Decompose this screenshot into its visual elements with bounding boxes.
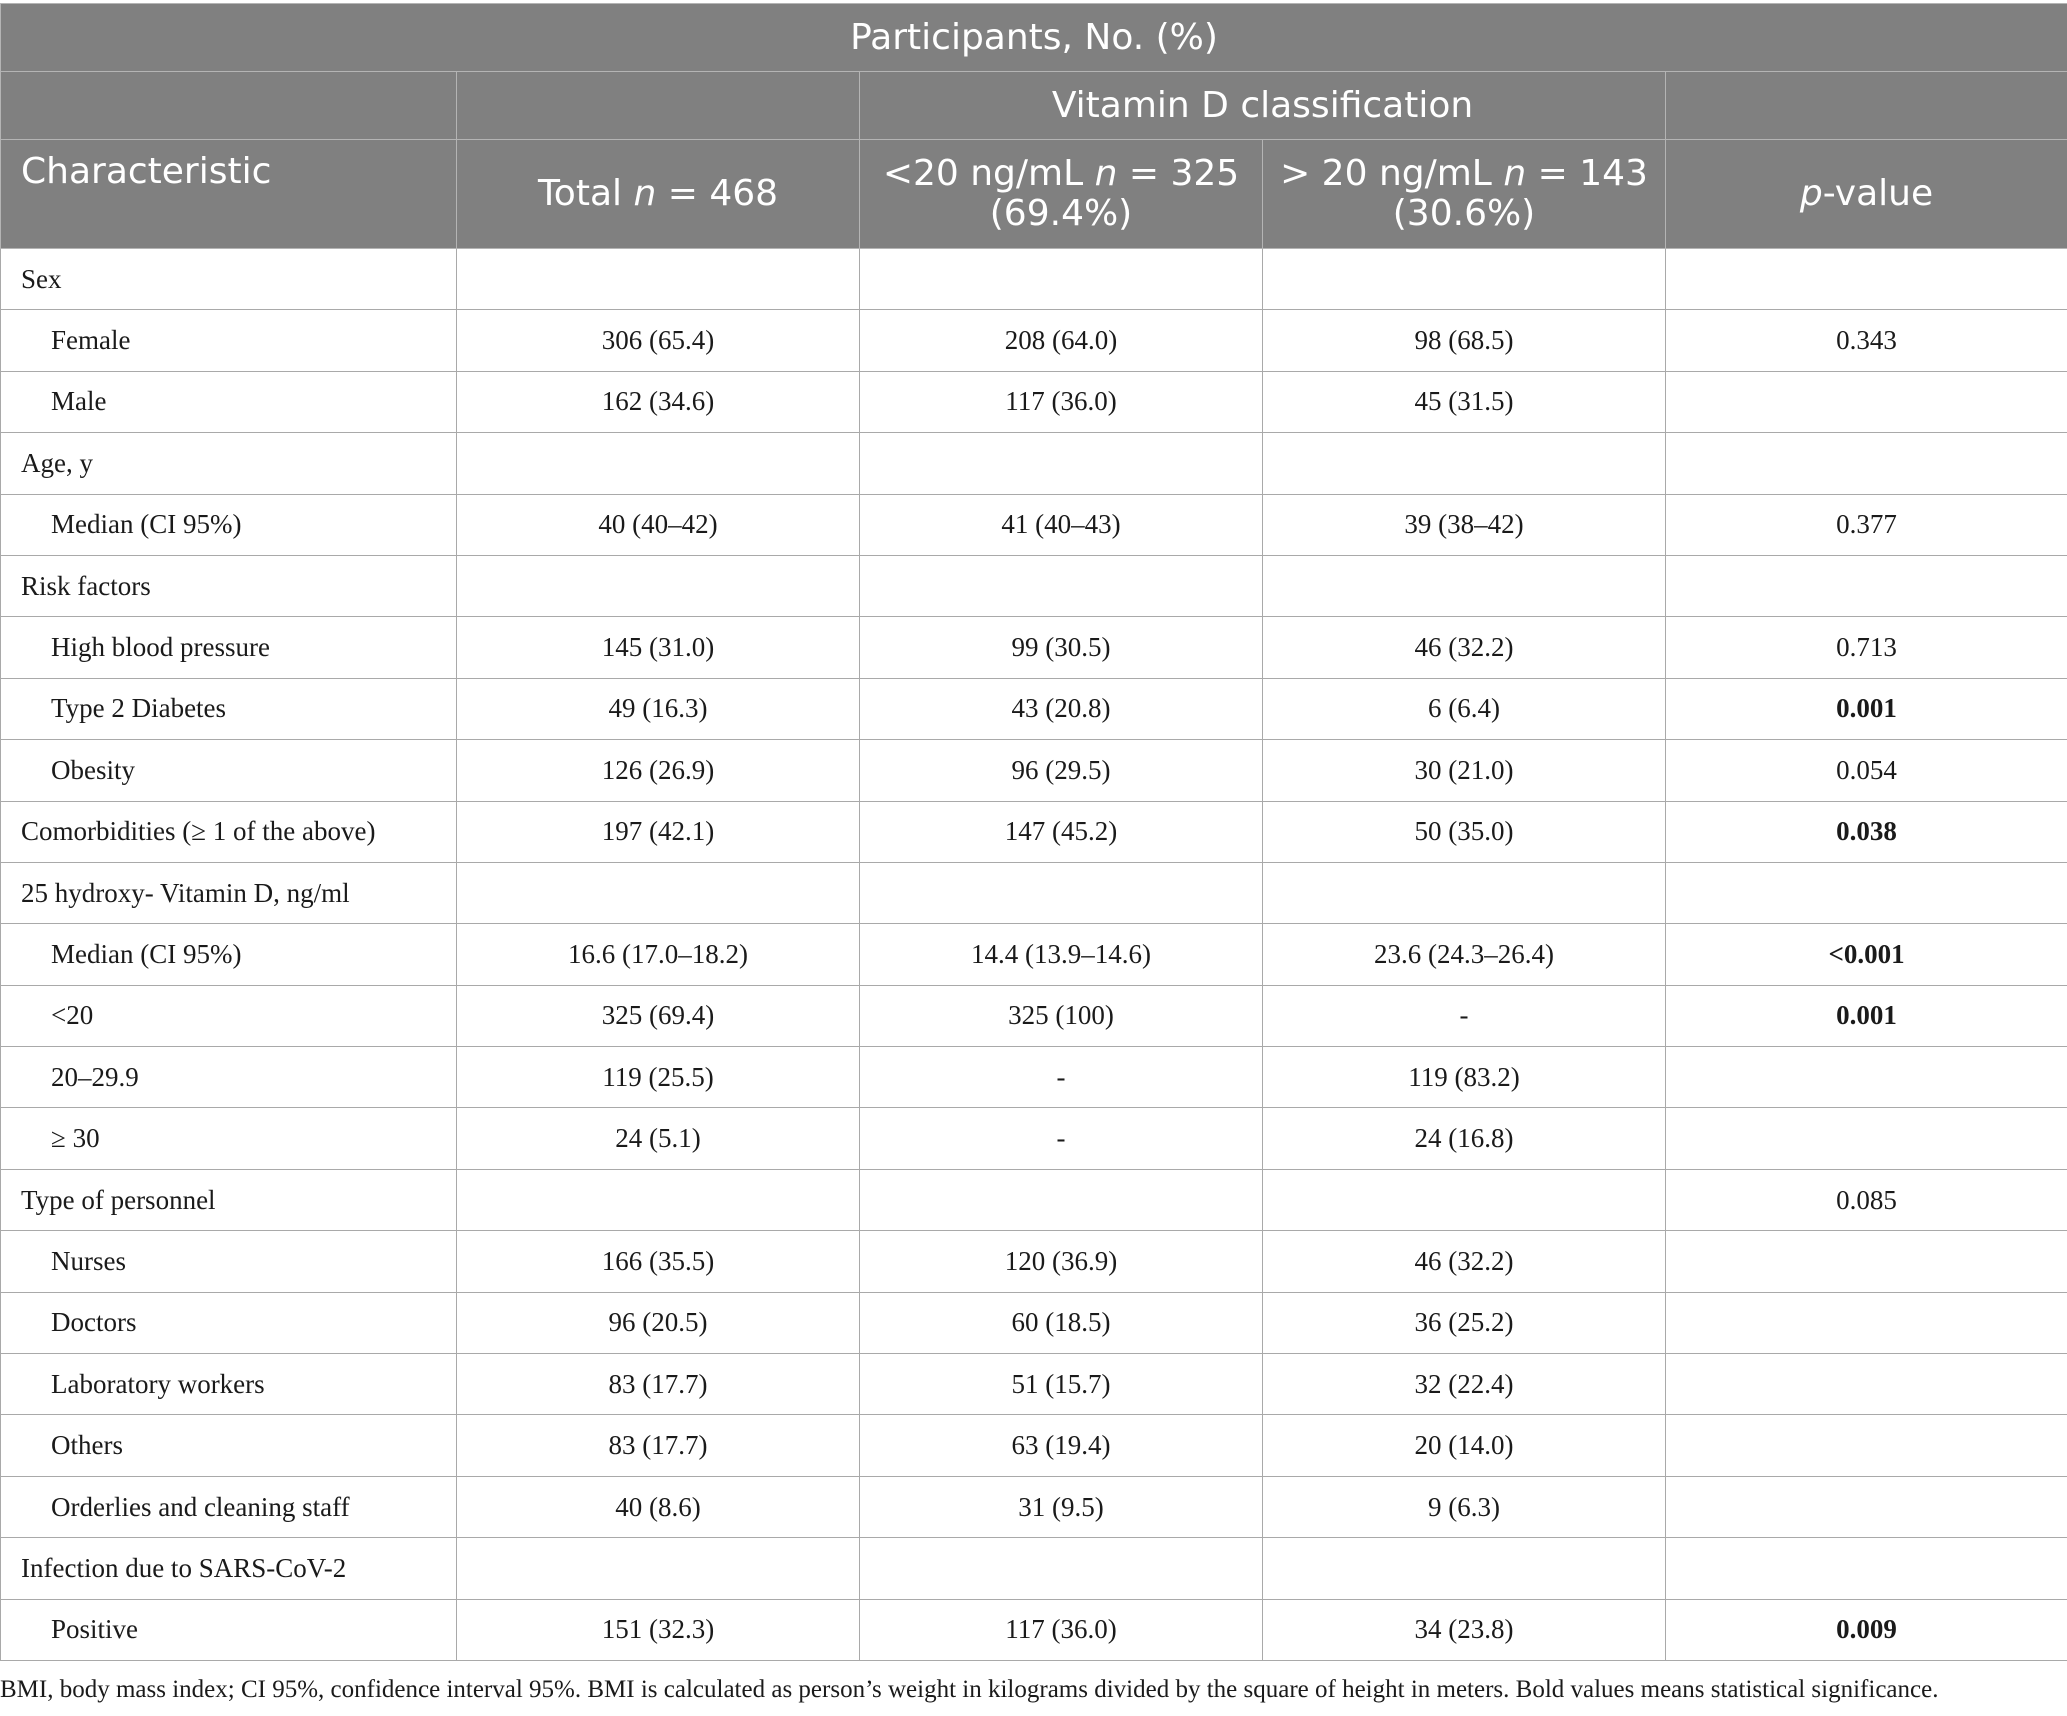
value-above-20: 9 (6.3): [1263, 1476, 1666, 1537]
row-label: Type of personnel: [1, 1169, 457, 1230]
table-row: [1, 1599, 2067, 1660]
value-total: 145 (31.0): [457, 617, 860, 678]
value-below-20: 60 (18.5): [860, 1292, 1263, 1353]
p-value: [1666, 1415, 2067, 1476]
value-below-20: 41 (40–43): [860, 494, 1263, 555]
value-above-20: -: [1263, 985, 1666, 1046]
value-below-20: 96 (29.5): [860, 740, 1263, 801]
row-label: Nurses: [1, 1231, 457, 1292]
table-row: [1, 740, 2067, 801]
table-row: [1, 1231, 2067, 1292]
row-label: Male: [1, 371, 457, 432]
table-header: [1, 4, 2067, 249]
col-header-prefix: <20 ng/mL: [882, 153, 1095, 194]
col-header-prefix: Total: [537, 173, 634, 214]
value-total: 162 (34.6): [457, 371, 860, 432]
value-above-20: [1263, 433, 1666, 494]
table-row: [1, 249, 2067, 310]
p-value: 0.377: [1666, 494, 2067, 555]
col-header-characteristic: Characteristic: [1, 140, 457, 249]
p-value: 0.343: [1666, 310, 2067, 371]
value-total: 151 (32.3): [457, 1599, 860, 1660]
table-row: [1, 1538, 2067, 1599]
empty-header-cell: [1, 72, 457, 140]
p-value: 0.038: [1666, 801, 2067, 862]
value-above-20: 46 (32.2): [1263, 617, 1666, 678]
table-row: [1, 310, 2067, 371]
table-row: [1, 801, 2067, 862]
row-label: Median (CI 95%): [1, 494, 457, 555]
value-above-20: 6 (6.4): [1263, 678, 1666, 739]
table-row: [1, 555, 2067, 616]
p-value: [1666, 1354, 2067, 1415]
value-total: 197 (42.1): [457, 801, 860, 862]
col-header-total: [457, 140, 860, 249]
col-header-suffix: = 468: [656, 173, 779, 214]
col-header-percent: (30.6%): [1392, 193, 1536, 234]
value-above-20: 119 (83.2): [1263, 1047, 1666, 1108]
p-value: 0.713: [1666, 617, 2067, 678]
p-value: [1666, 555, 2067, 616]
value-below-20: 99 (30.5): [860, 617, 1263, 678]
p-value: [1666, 1476, 2067, 1537]
value-total: [457, 249, 860, 310]
value-above-20: 24 (16.8): [1263, 1108, 1666, 1169]
value-above-20: 32 (22.4): [1263, 1354, 1666, 1415]
table-row: [1, 1476, 2067, 1537]
row-label: Positive: [1, 1599, 457, 1660]
col-header-p-value: [1666, 140, 2067, 249]
row-label: Female: [1, 310, 457, 371]
p-value: [1666, 1231, 2067, 1292]
row-label: <20: [1, 985, 457, 1046]
value-below-20: [860, 433, 1263, 494]
value-below-20: -: [860, 1047, 1263, 1108]
row-label: Laboratory workers: [1, 1354, 457, 1415]
value-above-20: [1263, 862, 1666, 923]
value-total: [457, 433, 860, 494]
value-above-20: [1263, 555, 1666, 616]
row-label: 20–29.9: [1, 1047, 457, 1108]
p-value: [1666, 249, 2067, 310]
table-row: [1, 862, 2067, 923]
table-footnote: BMI, body mass index; CI 95%, confidence interval 95%. BMI is calculated as person’s weight in kilograms divided by the square of height in meters. Bold values means statistical significance.: [0, 1676, 1939, 1703]
table-row: [1, 494, 2067, 555]
value-below-20: 117 (36.0): [860, 371, 1263, 432]
value-below-20: 117 (36.0): [860, 1599, 1263, 1660]
value-above-20: 36 (25.2): [1263, 1292, 1666, 1353]
value-below-20: 51 (15.7): [860, 1354, 1263, 1415]
col-header-percent: (69.4%): [989, 193, 1133, 234]
value-below-20: 325 (100): [860, 985, 1263, 1046]
table-row: [1, 1108, 2067, 1169]
value-below-20: 14.4 (13.9–14.6): [860, 924, 1263, 985]
table-row: [1, 985, 2067, 1046]
vitamin-d-group-header: Vitamin D classification: [860, 72, 1666, 140]
value-total: 24 (5.1): [457, 1108, 860, 1169]
value-below-20: 208 (64.0): [860, 310, 1263, 371]
row-label: Comorbidities (≥ 1 of the above): [1, 801, 457, 862]
characteristics-table: [0, 3, 2067, 1661]
value-above-20: 34 (23.8): [1263, 1599, 1666, 1660]
p-value: [1666, 1292, 2067, 1353]
value-above-20: 39 (38–42): [1263, 494, 1666, 555]
value-total: [457, 1169, 860, 1230]
p-value: 0.001: [1666, 985, 2067, 1046]
p-value: 0.085: [1666, 1169, 2067, 1230]
value-total: [457, 1538, 860, 1599]
row-label: Median (CI 95%): [1, 924, 457, 985]
value-total: 119 (25.5): [457, 1047, 860, 1108]
table-row: [1, 433, 2067, 494]
value-total: [457, 862, 860, 923]
row-label: High blood pressure: [1, 617, 457, 678]
row-label: Orderlies and cleaning staff: [1, 1476, 457, 1537]
p-value: [1666, 433, 2067, 494]
value-below-20: 31 (9.5): [860, 1476, 1263, 1537]
value-total: 83 (17.7): [457, 1415, 860, 1476]
row-label: Sex: [1, 249, 457, 310]
value-below-20: 43 (20.8): [860, 678, 1263, 739]
p-value: [1666, 862, 2067, 923]
p-value: [1666, 1047, 2067, 1108]
value-total: 83 (17.7): [457, 1354, 860, 1415]
table-row: [1, 924, 2067, 985]
col-header-n: n: [633, 173, 657, 214]
value-below-20: [860, 862, 1263, 923]
col-header-p: p: [1799, 173, 1823, 214]
value-below-20: 147 (45.2): [860, 801, 1263, 862]
table-row: [1, 617, 2067, 678]
value-above-20: [1263, 1538, 1666, 1599]
table-row: [1, 1292, 2067, 1353]
value-total: 96 (20.5): [457, 1292, 860, 1353]
table-row: [1, 1169, 2067, 1230]
value-above-20: 20 (14.0): [1263, 1415, 1666, 1476]
row-label: ≥ 30: [1, 1108, 457, 1169]
p-value: <0.001: [1666, 924, 2067, 985]
col-header-above-20: [1263, 140, 1666, 249]
row-label: Type 2 Diabetes: [1, 678, 457, 739]
col-header-prefix: > 20 ng/mL: [1280, 153, 1504, 194]
value-below-20: [860, 555, 1263, 616]
value-above-20: 45 (31.5): [1263, 371, 1666, 432]
value-total: 166 (35.5): [457, 1231, 860, 1292]
value-below-20: [860, 1169, 1263, 1230]
value-total: 126 (26.9): [457, 740, 860, 801]
row-label: Doctors: [1, 1292, 457, 1353]
value-above-20: [1263, 1169, 1666, 1230]
row-label: 25 hydroxy- Vitamin D, ng/ml: [1, 862, 457, 923]
table-row: [1, 1354, 2067, 1415]
col-header-suffix: -value: [1822, 173, 1934, 214]
value-below-20: [860, 249, 1263, 310]
value-total: 325 (69.4): [457, 985, 860, 1046]
value-below-20: 120 (36.9): [860, 1231, 1263, 1292]
col-header-suffix: = 143: [1526, 153, 1648, 194]
p-value: 0.009: [1666, 1599, 2067, 1660]
value-total: 306 (65.4): [457, 310, 860, 371]
row-label: Risk factors: [1, 555, 457, 616]
empty-header-cell: [457, 72, 860, 140]
col-header-suffix: = 325: [1117, 153, 1240, 194]
col-header-n: n: [1094, 153, 1118, 194]
value-above-20: 30 (21.0): [1263, 740, 1666, 801]
p-value: [1666, 371, 2067, 432]
value-total: 40 (8.6): [457, 1476, 860, 1537]
p-value: [1666, 1538, 2067, 1599]
value-below-20: [860, 1538, 1263, 1599]
value-total: [457, 555, 860, 616]
empty-header-cell: [1666, 72, 2067, 140]
row-label: Age, y: [1, 433, 457, 494]
value-below-20: -: [860, 1108, 1263, 1169]
table-row: [1, 1415, 2067, 1476]
table-row: [1, 678, 2067, 739]
p-value: 0.054: [1666, 740, 2067, 801]
value-below-20: 63 (19.4): [860, 1415, 1263, 1476]
row-label: Obesity: [1, 740, 457, 801]
col-header-n: n: [1503, 153, 1527, 194]
p-value: 0.001: [1666, 678, 2067, 739]
value-total: 40 (40–42): [457, 494, 860, 555]
value-above-20: [1263, 249, 1666, 310]
value-above-20: 23.6 (24.3–26.4): [1263, 924, 1666, 985]
table-body: [1, 249, 2067, 1661]
value-above-20: 98 (68.5): [1263, 310, 1666, 371]
p-value: [1666, 1108, 2067, 1169]
value-total: 49 (16.3): [457, 678, 860, 739]
col-header-below-20: [860, 140, 1263, 249]
value-above-20: 46 (32.2): [1263, 1231, 1666, 1292]
row-label: Infection due to SARS-CoV-2: [1, 1538, 457, 1599]
value-total: 16.6 (17.0–18.2): [457, 924, 860, 985]
row-label: Others: [1, 1415, 457, 1476]
participants-super-header: Participants, No. (%): [1, 4, 2067, 72]
value-above-20: 50 (35.0): [1263, 801, 1666, 862]
table-row: [1, 371, 2067, 432]
table-row: [1, 1047, 2067, 1108]
